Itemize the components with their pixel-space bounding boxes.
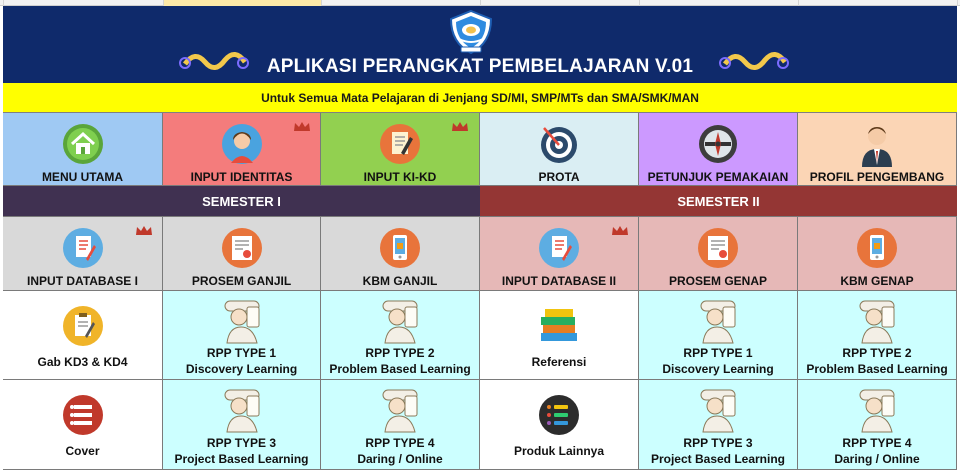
- prosem-ganjil-label: PROSEM GANJIL: [191, 274, 292, 288]
- rpp-type-label: RPP TYPE 1: [683, 346, 753, 360]
- certificate-document-icon: [697, 227, 739, 269]
- compass-icon: [697, 123, 739, 165]
- rpp-model-label: Project Based Learning: [174, 452, 309, 466]
- profil-pengembang-label: PROFIL PENGEMBANG: [809, 170, 945, 184]
- scholar-icon: [375, 297, 425, 345]
- rpp-model-label: Project Based Learning: [650, 452, 786, 466]
- books-icon: [537, 305, 581, 345]
- rpp-type-label: RPP TYPE 4: [365, 436, 435, 450]
- certificate-document-icon: [221, 227, 263, 269]
- rpp-type-label: RPP TYPE 4: [842, 436, 912, 450]
- mobile-app-icon: [856, 227, 898, 269]
- rpp-type-4-genap-button[interactable]: [798, 380, 957, 470]
- rpp-model-label: Daring / Online: [834, 452, 920, 466]
- referensi-label: Referensi: [531, 355, 587, 369]
- scholar-icon: [693, 297, 743, 345]
- home-icon: [62, 123, 104, 165]
- scholar-icon: [375, 386, 425, 434]
- cover-button[interactable]: [3, 380, 163, 470]
- scholar-icon: [217, 297, 267, 345]
- petunjuk-pemakaian-label: PETUNJUK PEMAKAIAN: [647, 170, 789, 184]
- crown-icon: [611, 225, 629, 236]
- input-identitas-button[interactable]: [163, 113, 321, 186]
- input-database-2-label: INPUT DATABASE II: [501, 274, 617, 288]
- rpp-model-label: Discovery Learning: [662, 362, 774, 376]
- app-subtitle: Untuk Semua Mata Pelajaran di Jenjang SD/MI, SMP/MTs dan SMA/SMK/MAN: [261, 91, 699, 105]
- rpp-type-1-genap-button[interactable]: [639, 291, 798, 380]
- rpp-type-3-ganjil-button[interactable]: [163, 380, 321, 470]
- list-document-icon: [62, 394, 104, 436]
- kbm-ganjil-button[interactable]: [321, 217, 480, 291]
- rpp-type-label: RPP TYPE 1: [206, 346, 277, 360]
- gab-kd3-kd4-label: Gab KD3 & KD4: [37, 355, 128, 369]
- input-ki-kd-label: INPUT KI-KD: [363, 170, 437, 184]
- tut-wuri-handayani-logo-icon: [447, 9, 495, 55]
- input-database-1-label: INPUT DATABASE I: [27, 274, 138, 288]
- rpp-type-4-ganjil-button[interactable]: [321, 380, 480, 470]
- crown-icon: [451, 121, 469, 132]
- cover-label: Cover: [65, 444, 100, 458]
- crown-icon: [293, 121, 311, 132]
- rpp-type-label: RPP TYPE 2: [842, 346, 912, 360]
- input-identitas-label: INPUT IDENTITAS: [190, 170, 293, 184]
- rpp-model-label: Problem Based Learning: [329, 362, 471, 376]
- input-database-2-button[interactable]: [480, 217, 639, 291]
- target-icon: [538, 123, 580, 165]
- database-document-icon: [62, 227, 104, 269]
- layers-list-icon: [538, 394, 580, 436]
- rpp-type-label: RPP TYPE 3: [683, 436, 753, 450]
- petunjuk-pemakaian-button[interactable]: [639, 113, 798, 186]
- input-ki-kd-button[interactable]: [321, 113, 480, 186]
- semester-1-header: SEMESTER I: [3, 186, 480, 217]
- prota-label: PROTA: [538, 170, 580, 184]
- scholar-icon: [217, 386, 267, 434]
- produk-lainnya-button[interactable]: [480, 380, 639, 470]
- rpp-type-label: RPP TYPE 3: [206, 436, 277, 450]
- profil-pengembang-button[interactable]: [798, 113, 957, 186]
- gab-kd3-kd4-button[interactable]: [3, 291, 163, 380]
- input-database-1-button[interactable]: [3, 217, 163, 291]
- kbm-genap-label: KBM GENAP: [840, 274, 914, 288]
- kbm-genap-button[interactable]: [798, 217, 957, 291]
- clipboard-edit-icon: [62, 305, 104, 347]
- subtitle-bar: [3, 83, 957, 113]
- dashboard-sheet: [3, 6, 957, 470]
- mobile-app-icon: [379, 227, 421, 269]
- rpp-type-3-genap-button[interactable]: [639, 380, 798, 470]
- prosem-genap-label: PROSEM GENAP: [668, 274, 767, 288]
- rpp-model-label: Discovery Learning: [185, 362, 298, 376]
- semester-2-header: SEMESTER II: [480, 186, 957, 217]
- prosem-genap-button[interactable]: [639, 217, 798, 291]
- prota-button[interactable]: [480, 113, 639, 186]
- menu-utama-label: MENU UTAMA: [41, 170, 124, 184]
- database-document-icon: [538, 227, 580, 269]
- rpp-type-2-ganjil-button[interactable]: [321, 291, 480, 380]
- rpp-type-2-genap-button[interactable]: [798, 291, 957, 380]
- app-header: [3, 6, 957, 83]
- scholar-icon: [852, 386, 902, 434]
- businessman-icon: [856, 121, 898, 167]
- rpp-model-label: Daring / Online: [357, 452, 443, 466]
- app-title: APLIKASI PERANGKAT PEMBELAJARAN V.01: [266, 56, 694, 77]
- kbm-ganjil-label: KBM GANJIL: [362, 274, 438, 288]
- scholar-icon: [693, 386, 743, 434]
- user-avatar-icon: [221, 123, 263, 165]
- menu-utama-button[interactable]: [3, 113, 163, 186]
- produk-lainnya-label: Produk Lainnya: [513, 444, 605, 458]
- rpp-type-label: RPP TYPE 2: [365, 346, 435, 360]
- document-pencil-icon: [379, 123, 421, 165]
- scholar-icon: [852, 297, 902, 345]
- crown-icon: [135, 225, 153, 236]
- rpp-model-label: Problem Based Learning: [806, 362, 948, 376]
- referensi-button[interactable]: [480, 291, 639, 380]
- rpp-type-1-ganjil-button[interactable]: [163, 291, 321, 380]
- prosem-ganjil-button[interactable]: [163, 217, 321, 291]
